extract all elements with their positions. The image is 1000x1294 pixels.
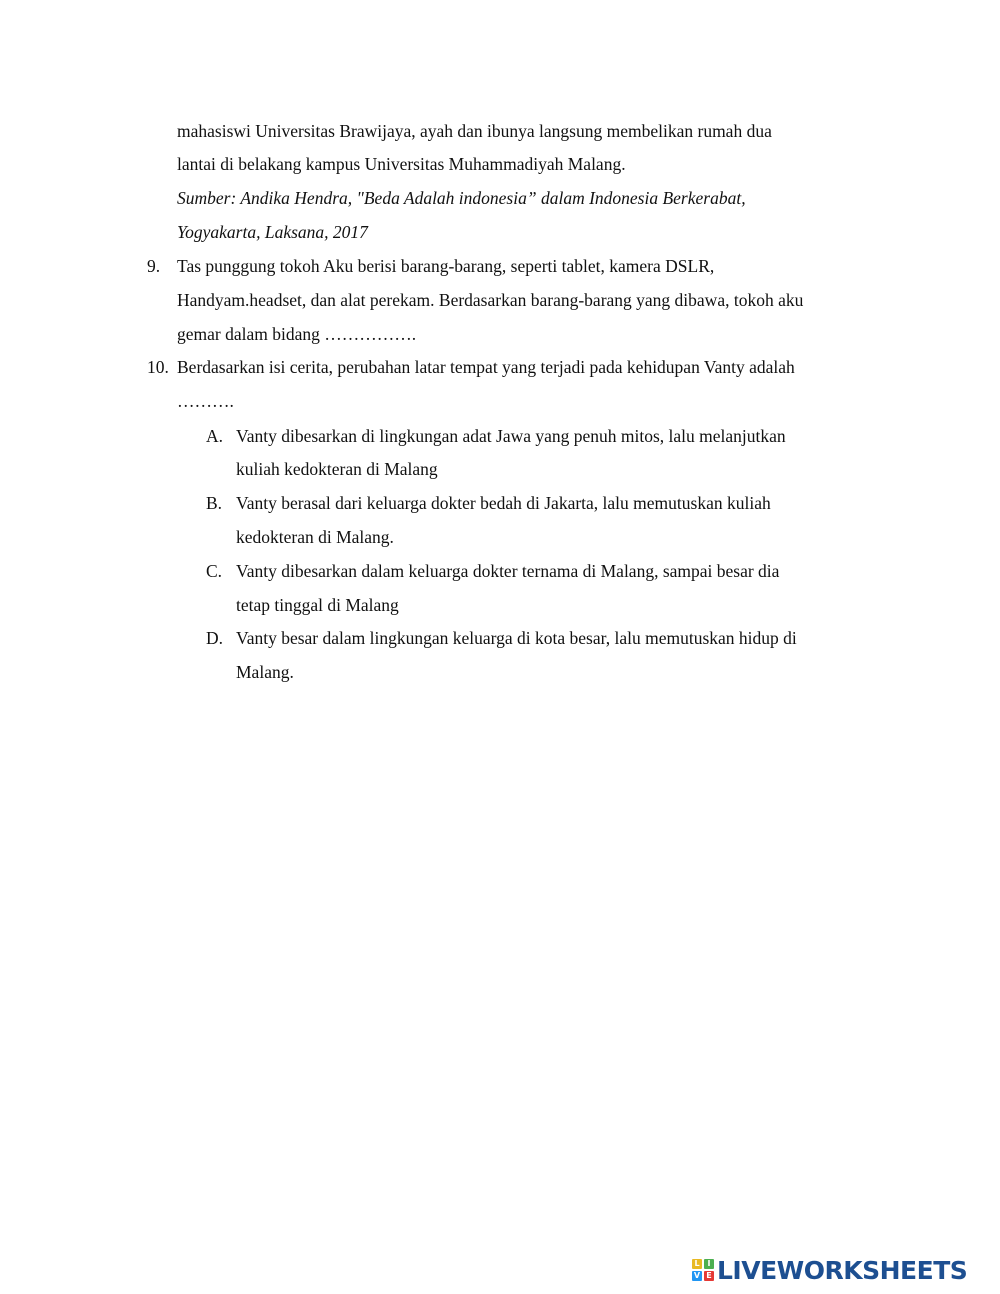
source-citation-line-1: Sumber: Andika Hendra, "Beda Adalah indonesia” dalam Indonesia Berkerabat, [177,188,746,208]
option-b-line-2: kedokteran di Malang. [236,527,394,547]
liveworksheets-logo-icon [692,1259,714,1281]
question-10-line-2: ………. [177,391,234,411]
option-c-line-2: tetap tinggal di Malang [236,595,399,615]
question-9-line-2: Handyam.headset, dan alat perekam. Berdasarkan barang-barang yang dibawa, tokoh aku [177,290,804,310]
option-a-letter: A. [206,426,224,446]
option-b-letter: B. [206,493,223,513]
passage-line-1: mahasiswi Universitas Brawijaya, ayah dan ibunya langsung membelikan rumah dua [177,121,772,141]
option-d-letter: D. [206,628,224,648]
logo-mark-cell: L [692,1259,702,1269]
option-b-line-1: Vanty berasal dari keluarga dokter bedah di Jakarta, lalu memutuskan kuliah [236,493,771,513]
liveworksheets-logo-text: LIVEWORKSHEETS [717,1255,968,1285]
question-9-line-3: gemar dalam bidang ……………. [177,324,417,344]
option-d-line-2: Malang. [236,662,294,682]
question-9-line-1: Tas punggung tokoh Aku berisi barang-barang, seperti tablet, kamera DSLR, [177,256,715,276]
option-d-line-1: Vanty besar dalam lingkungan keluarga di kota besar, lalu memutuskan hidup di [236,628,797,648]
source-citation-line-2: Yogyakarta, Laksana, 2017 [177,222,368,242]
logo-mark-cell: E [704,1271,714,1281]
option-a-line-2: kuliah kedokteran di Malang [236,459,438,479]
logo-mark-cell: I [704,1259,714,1269]
option-c-letter: C. [206,561,223,581]
option-a-line-1: Vanty dibesarkan di lingkungan adat Jawa yang penuh mitos, lalu melanjutkan [236,426,786,446]
passage-line-2: lantai di belakang kampus Universitas Muhammadiyah Malang. [177,154,626,174]
logo-mark-cell: V [693,1271,701,1280]
question-10-number: 10. [147,357,169,377]
liveworksheets-logo [692,1256,967,1284]
question-9-number: 9. [147,256,161,276]
question-10-line-1: Berdasarkan isi cerita, perubahan latar tempat yang terjadi pada kehidupan Vanty adalah [177,357,795,377]
option-c-line-1: Vanty dibesarkan dalam keluarga dokter ternama di Malang, sampai besar dia [236,561,780,581]
